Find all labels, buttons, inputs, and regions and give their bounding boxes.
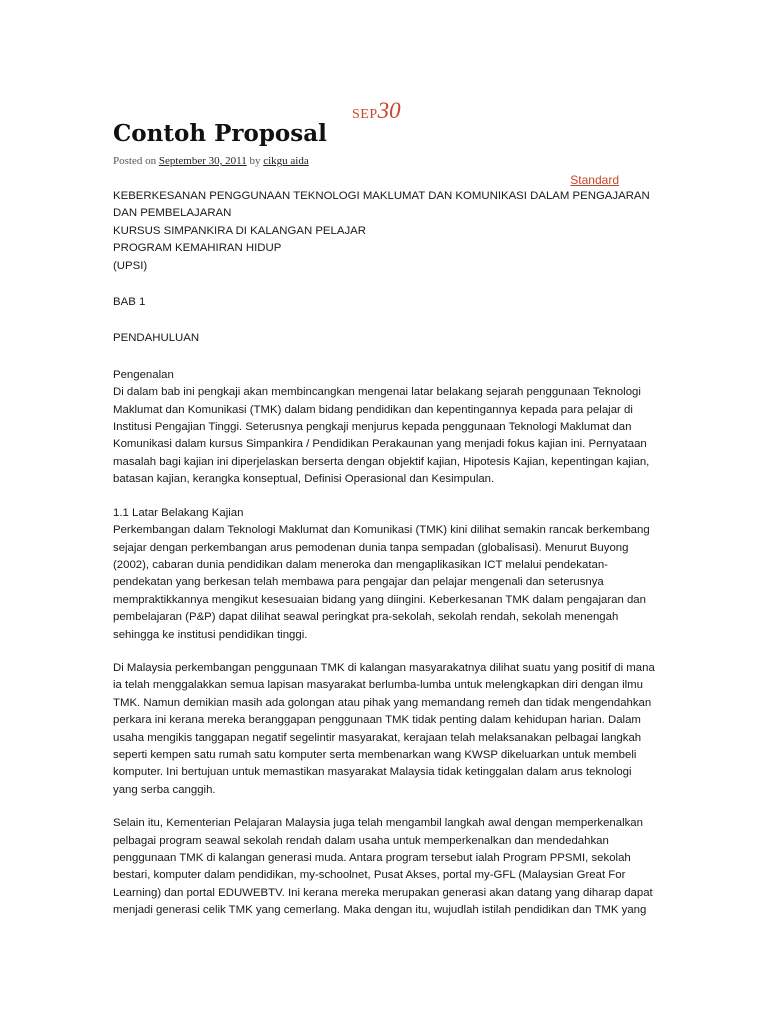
post-date-badge — [352, 98, 401, 124]
post-date-day: 30 — [377, 98, 401, 123]
chapter-title: PENDAHULUAN — [113, 332, 200, 345]
post-format-link[interactable]: Standard — [570, 173, 619, 187]
document-header-block — [113, 188, 658, 275]
institution-line: (UPSI) — [113, 259, 148, 272]
program-line: PROGRAM KEMAHIRAN HIDUP — [113, 242, 282, 255]
post-title: Contoh Proposal — [113, 120, 327, 147]
post-date-month: SEP — [352, 107, 378, 122]
course-line: KURSUS SIMPANKIRA DI KALANGAN PELAJAR — [113, 224, 366, 237]
post-meta — [113, 155, 309, 167]
post-author-link[interactable]: cikgu aida — [263, 155, 309, 167]
section-intro-body: Di dalam bab ini pengkaji akan membincangkan mengenai latar belakang sejarah penggunaan Teknologi Maklumat dan Komunikasi (TMK) dalam bidang pendidikan dan kepentingannya kepada para pelajar di Institusi Pengajian Tinggi. Seterusnya pengkaji menjurus kepada penggunaan Teknologi Maklumat dan Komunikasi dalam kursus Simpankira / Pendidikan Perakaunan yang menjadi fokus kajian ini. Pernyataan masalah bagi kajian ini diperjelaskan berserta dengan objektif kajian, Hipotesis Kajian, kepentingan kajian, batasan kajian, kerangka konseptual, Definisi Operasional dan Kesimpulan. — [113, 386, 650, 486]
post-date-link[interactable]: September 30, 2011 — [158, 155, 247, 167]
paragraph-malaysia: Di Malaysia perkembangan penggunaan TMK di kalangan masyarakatnya dilihat suatu yang positif di mana ia telah menggalakkan semua lapisan masyarakat berlumba-lumba untuk melengkapkan diri dengan ilmu TMK. Namun demikian masih ada golongan atau pihak yang memandang remeh dan tidak mengendahkan perkara ini kerana mereka beranggapan penggunaan TMK tidak penting dalam kehidupan harian. Dalam usaha mengikis tanggapan negatif segelintir masyarakat, kerajaan telah melaksanakan pelbagai langkah seperti kempen satu rumah satu komputer serta membenarkan wang KWSP dikeluarkan untuk membeli komputer. Ini bertujuan untuk memastikan masyarakat Malaysia tidak ketinggalan dalam arus teknologi yang serba canggih. — [113, 661, 655, 796]
section-intro-heading: Pengenalan — [113, 368, 174, 381]
section-1-1-body: Perkembangan dalam Teknologi Maklumat dan Komunikasi (TMK) kini dilihat semakin rancak berkembang sejajar dengan perkembangan arus pemodenan dunia tanpa sempadan (globalisasi). Menurut Buyong (2002), cabaran dunia pendidikan dalam meneroka dan mengaplikasikan ICT melalui pendekatan-pendekatan yang berkesan telah membawa para pengajar dan pelajar mengenali dan seterusnya mempraktikkannya mengikut kesesuaian bidang yang diingini. Keberkesanan TMK dalam pengajaran dan pembelajaran (P&P) dapat dilihat seawal peringkat pra-sekolah, sekolah rendah, sekolah menengah sehingga ke institusi pendidikan tinggi. — [113, 524, 650, 641]
section-1-1-heading: 1.1 Latar Belakang Kajian — [113, 506, 244, 519]
post-meta-by: by — [246, 155, 264, 167]
post-meta-prefix: Posted on — [113, 155, 159, 167]
paragraph-kementerian: Selain itu, Kementerian Pelajaran Malaysia juga telah mengambil langkah awal dengan memperkenalkan pelbagai program seawal sekolah rendah dalam usaha untuk memperkenalkan dan mendedahkan penggunaan TMK di kalangan generasi muda. Antara program tersebut ialah Program PPSMI, sekolah bestari, komputer dalam pendidikan, my-schoolnet, Pusat Akses, portal my-GFL (Malaysian Great For Learning) dan portal EDUWEBTV. Ini kerana mereka merupakan generasi akan datang yang diharap dapat menjadi generasi celik TMK yang cemerlang. Maka dengan itu, wujudlah istilah pendidikan dan TMK yang — [113, 817, 653, 917]
post-content — [113, 188, 658, 920]
chapter-label: BAB 1 — [113, 296, 146, 309]
document-title-line: KEBERKESANAN PENGGUNAAN TEKNOLOGI MAKLUMAT DAN KOMUNIKASI DALAM PENGAJARAN DAN PEMBELAJARAN — [113, 190, 650, 220]
